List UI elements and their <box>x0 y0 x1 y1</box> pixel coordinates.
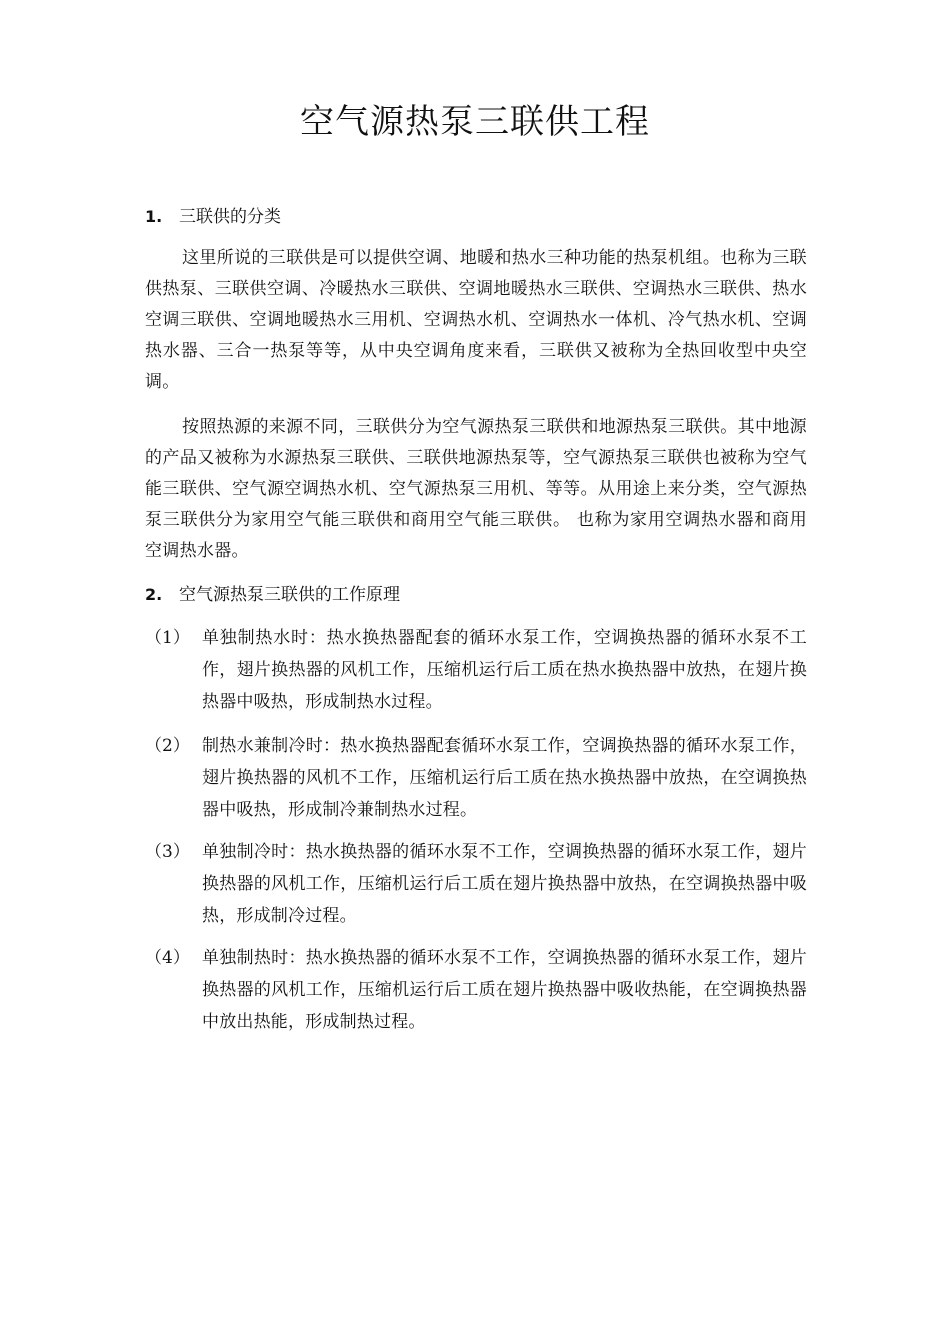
list-item-3 <box>145 836 807 932</box>
section-number-2: 2. <box>145 585 163 604</box>
list-item-2 <box>145 730 807 826</box>
list-item-1 <box>145 622 807 718</box>
section-title-1: 三联供的分类 <box>179 207 281 227</box>
section-title-2: 空气源热泵三联供的工作原理 <box>179 585 400 605</box>
section-heading-2 <box>145 581 400 609</box>
section-number-1: 1. <box>145 207 163 226</box>
list-marker-1: （1） <box>145 628 190 648</box>
section-heading-1 <box>145 203 281 231</box>
paragraph-2: 按照热源的来源不同，三联供分为空气源热泵三联供和地源热泵三联供。其中地源的产品又被称为水源热泵三联供、三联供地源热泵等，空气源热泵三联供也被称为空气能三联供、空气源空调热水机、空气源热泵三用机、等等。从用途上来分类，空气源热泵三联供分为家用空气能三联供和商用空气能三联供。 也称为家用空调热水器和商用空调热水器。 <box>145 417 807 561</box>
list-item-4 <box>145 942 807 1038</box>
document-title: 空气源热泵三联供工程 <box>300 102 650 142</box>
list-marker-4: （4） <box>145 948 190 968</box>
list-text-3: 单独制冷时：热水换热器的循环水泵不工作，空调换热器的循环水泵工作，翅片换热器的风机工作，压缩机运行后工质在翅片换热器中放热，在空调换热器中吸热，形成制冷过程。 <box>202 842 807 926</box>
list-marker-2: （2） <box>145 736 190 756</box>
list-text-4: 单独制热时：热水换热器的循环水泵不工作，空调换热器的循环水泵工作，翅片换热器的风机工作，压缩机运行后工质在翅片换热器中吸收热能，在空调换热器中放出热能，形成制热过程。 <box>202 948 807 1032</box>
paragraph-1: 这里所说的三联供是可以提供空调、地暖和热水三种功能的热泵机组。也称为三联供热泵、三联供空调、冷暖热水三联供、空调地暖热水三联供、空调热水三联供、热水空调三联供、空调地暖热水三用机、空调热水机、空调热水一体机、冷气热水机、空调热水器、三合一热泵等等，从中央空调角度来看，三联供又被称为全热回收型中央空调。 <box>145 248 807 392</box>
list-text-2: 制热水兼制冷时：热水换热器配套循环水泵工作，空调换热器的循环水泵工作，翅片换热器的风机不工作，压缩机运行后工质在热水换热器中放热，在空调换热器中吸热，形成制冷兼制热水过程。 <box>202 736 807 820</box>
list-text-1: 单独制热水时：热水换热器配套的循环水泵工作，空调换热器的循环水泵不工作，翅片换热器的风机工作，压缩机运行后工质在热水换热器中放热，在翅片换热器中吸热，形成制热水过程。 <box>202 628 807 712</box>
list-marker-3: （3） <box>145 842 190 862</box>
